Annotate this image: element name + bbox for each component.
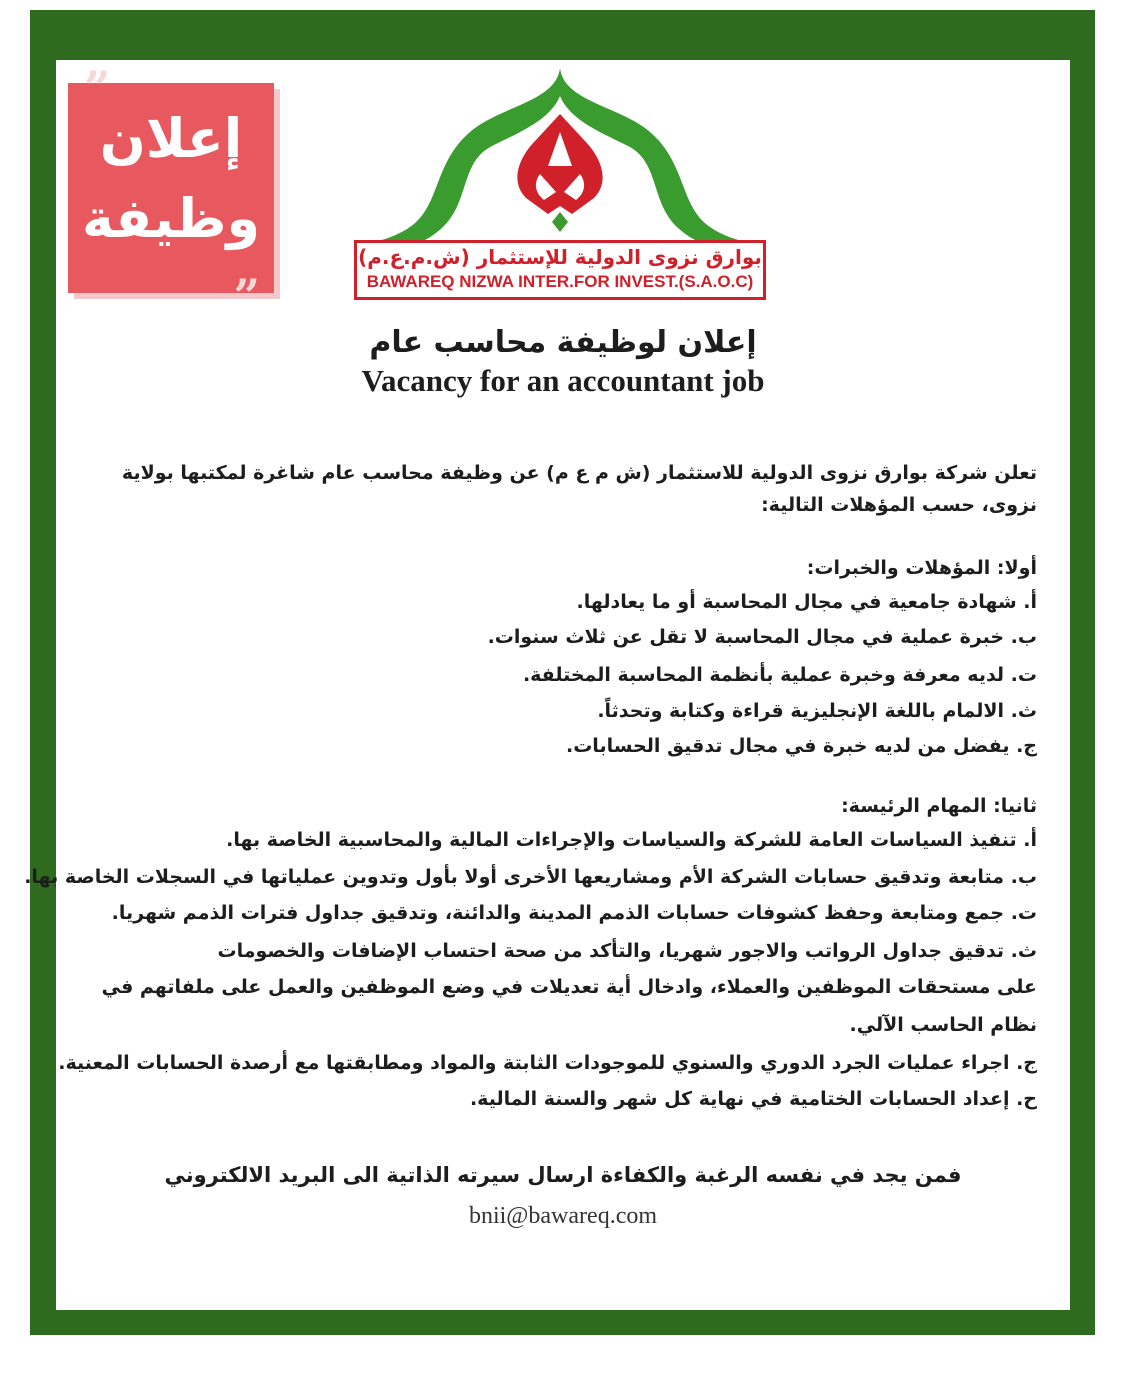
quote-close-icon: ” [233,269,260,323]
job-ad-badge [68,61,274,323]
qualifications-heading: أولا: المؤهلات والخبرات: [806,557,1037,579]
tasks-heading: ثانيا: المهام الرئيسة: [841,795,1037,817]
task-item-continuation: على مستحقات الموظفين والعملاء، وادخال أية تعديلات في وضع الموظفين والعمل على ملفاتهم في [101,976,1037,998]
intro-line-2: نزوى، حسب المؤهلات التالية: [761,494,1037,516]
apply-instruction: فمن يجد في نفسه الرغبة والكفاءة ارسال سيرته الذاتية الى البريد الالكتروني [164,1163,962,1187]
page-title-ar: إعلان لوظيفة محاسب عام [369,325,757,360]
company-name-ar: بوارق نزوى الدولية للإستثمار (ش.م.ع.م) [358,245,762,269]
contact-email-link[interactable]: bnii@bawareq.com [468,1203,658,1229]
intro-line-1: تعلن شركة بوارق نزوى الدولية للاستثمار (ش م ع م) عن وظيفة محاسب عام شاغرة لمكتبها بولاية [121,462,1037,484]
company-name-box [354,240,766,300]
qualification-item: ج. يفضل من لديه خبرة في مجال تدقيق الحسابات. [566,735,1037,757]
quote-open-icon: ” [84,61,111,115]
task-item: ح. إعداد الحسابات الختامية في نهاية كل شهر والسنة المالية. [469,1088,1037,1110]
page-title-en: Vacancy for an accountant job [361,363,765,398]
task-item: ج. اجراء عمليات الجرد الدوري والسنوي للموجودات الثابتة والمواد ومطابقتها مع أرصدة الحسابات المعنية. [58,1052,1037,1074]
qualification-item: أ. شهادة جامعية في مجال المحاسبة أو ما يعادلها. [576,591,1037,613]
badge-line-1: إعلان [99,107,243,170]
task-item-continuation: نظام الحاسب الآلي. [849,1014,1037,1036]
qualification-item: ت. لديه معرفة وخبرة عملية بأنظمة المحاسبة المختلفة. [522,664,1037,686]
task-item: ب. متابعة وتدقيق حسابات الشركة الأم ومشاريعها الأخرى أولا بأول وتدوين عملياتها في السجلات الخاصة بها. [24,866,1037,888]
task-item: أ. تنفيذ السياسات العامة للشركة والسياسات والإجراءات المالية والمحاسبية الخاصة بها. [226,829,1037,851]
company-name-en: BAWAREQ NIZWA INTER.FOR INVEST.(S.A.O.C) [366,272,754,291]
task-item: ث. تدقيق جداول الرواتب والاجور شهريا، والتأكد من صحة احتساب الإضافات والخصومات [217,940,1037,962]
qualification-item: ث. الالمام باللغة الإنجليزية قراءة وكتابة وتحدثاً. [597,700,1037,722]
qualification-item: ب. خبرة عملية في مجال المحاسبة لا تقل عن ثلاث سنوات. [487,626,1037,648]
badge-line-2: وظيفة [81,187,261,250]
task-item: ت. جمع ومتابعة وحفظ كشوفات حسابات الذمم المدينة والدائنة، وتدقيق جداول فترات الذمم شهريا. [111,902,1037,924]
